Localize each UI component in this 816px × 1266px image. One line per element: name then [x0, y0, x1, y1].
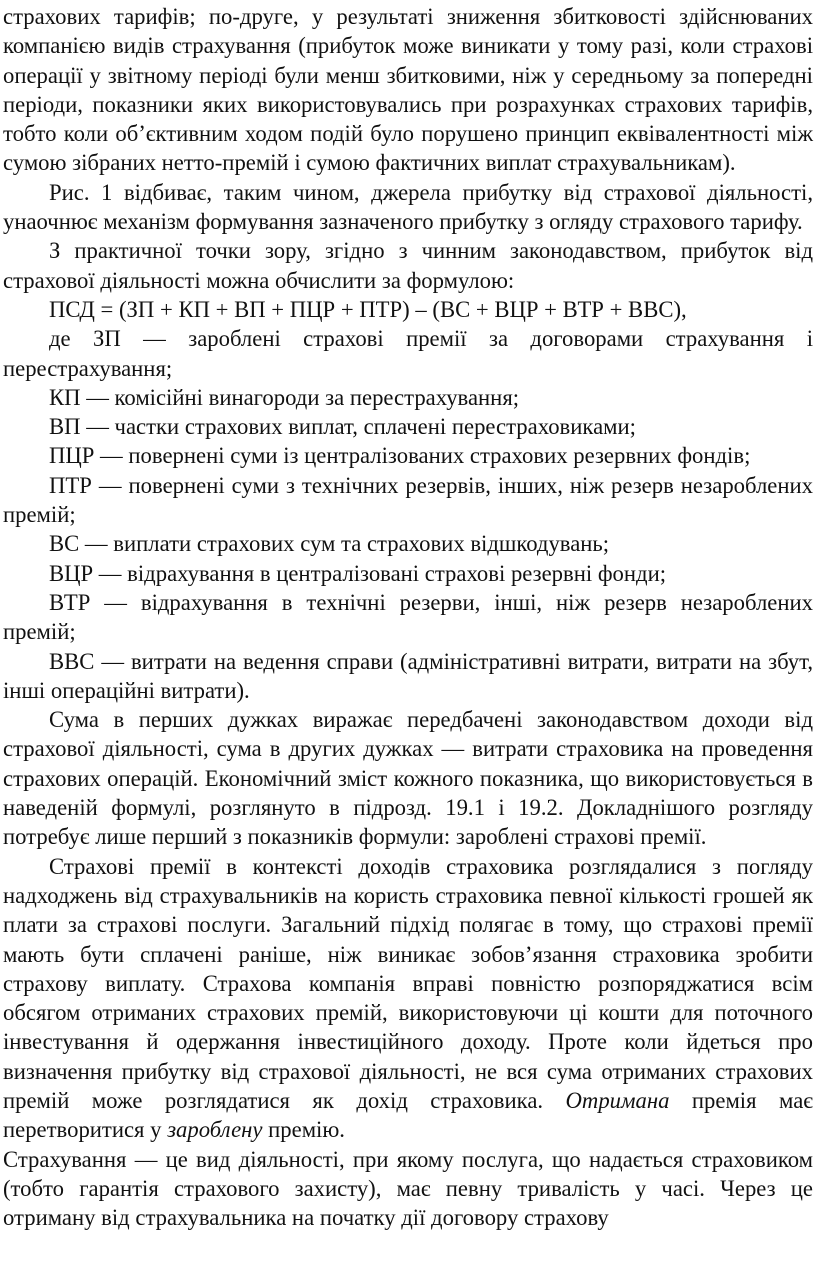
definition-vvs: ВВС — витрати на ведення справи (адміністративні витрати, витрати на збут, інші операційні витрати). [3, 648, 813, 703]
definition-vcr: ВЦР — відрахування в централізовані страхові резервні фонди; [49, 560, 667, 586]
premiums-end-text: премію. [268, 1117, 345, 1143]
paragraph-continuation: страхових тарифів; по-друге, у результаті зниження збитковості здійснюваних компанією видів страхування (прибуток може виникати у тому разі, коли страхові операції у звітному періоді були менш збитковими, ніж у середньому за попередні періоди, показники яких використовувались при розрахунках страхових тарифів, тобто коли об’єктивним ходом подій було порушено принцип еквівалентності між сумою зібраних нетто-премій і сумою фактичних виплат страхувальникам). [3, 4, 813, 176]
premiums-main-text: Страхові премії в контексті доходів страховика розглядалися з погляду надходжень від страхувальників на користь страховика певної кількості грошей як плати за страхові послуги. Загальний підхід полягає в тому, що страхові премії мають бути сплачені раніше, ніж виникає зобов’язання страховика зробити страхову виплату. Страхова компанія вправі повністю розпоряджатися всім обсягом отриманих страхових премій, використовуючи ці кошти для поточного інвестування й одержання інвестиційного доходу. Проте коли йдеться про визначення прибутку від страхової діяльності, не вся сума отриманих страхових премій може розглядатися як дохід страховика. [3, 853, 813, 1113]
emphasis-received: Отримана [565, 1087, 670, 1113]
definition-pcr: ПЦР — повернені суми із централізованих страхових резервних фондів; [49, 443, 751, 469]
definition-vp: ВП — частки страхових виплат, сплачені перестраховиками; [49, 414, 636, 440]
paragraph-formula-explanation: Сума в перших дужках виражає передбачені законодавством доходи від страхової діяльності, сума в других дужках — витрати страховика на проведення страхових операцій. Економічний зміст кожного показника, що використовується в наведеній формулі, розглянуто в підрозд. 19.1 і 19.2. Докладнішого розгляду потребує лише перший з показників формули: зароблені страхові премії. [3, 707, 813, 850]
definition-zp: де ЗП — зароблені страхові премії за договорами страхування і перестрахування; [3, 326, 813, 381]
definition-ptr: ПТР — повернені суми з технічних резервів, інших, ніж резерв незароблених премій; [3, 472, 813, 528]
premiums-mid-text: премія має перетворитися у [3, 1087, 814, 1143]
document-page [3, 2, 813, 1232]
definition-vtr: ВТР — відрахування в технічні резерви, інші, ніж резерв незароблених премій; [3, 589, 813, 645]
profit-formula: ПСД = (ЗП + КП + ВП + ПЦР + ПТР) – (ВС + ВЦР + ВТР + ВВС), [49, 296, 687, 322]
paragraph-insurance-premiums [3, 852, 813, 1145]
paragraph-formula-intro: З практичної точки зору, згідно з чинним законодавством, прибуток від страхової діяльності можна обчислити за формулою: [3, 238, 813, 293]
definition-vs: ВС — виплати страхових сум та страхових відшкодувань; [49, 531, 610, 557]
paragraph-insurance-definition: Страхування — це вид діяльності, при якому послуга, що надається страховиком (тобто гарантія страхового захисту), має певну тривалість у часі. Через це отриману від страхувальника на початку дії договору страхову [3, 1146, 813, 1231]
emphasis-earned: зароблену [167, 1117, 263, 1143]
definition-kp: КП — комісійні винагороди за перестрахування; [49, 384, 520, 410]
paragraph-figure-reference: Рис. 1 відбиває, таким чином, джерела прибутку від страхової діяльності, унаочнює механізм формування зазначеного прибутку з огляду страхового тарифу. [3, 179, 813, 235]
